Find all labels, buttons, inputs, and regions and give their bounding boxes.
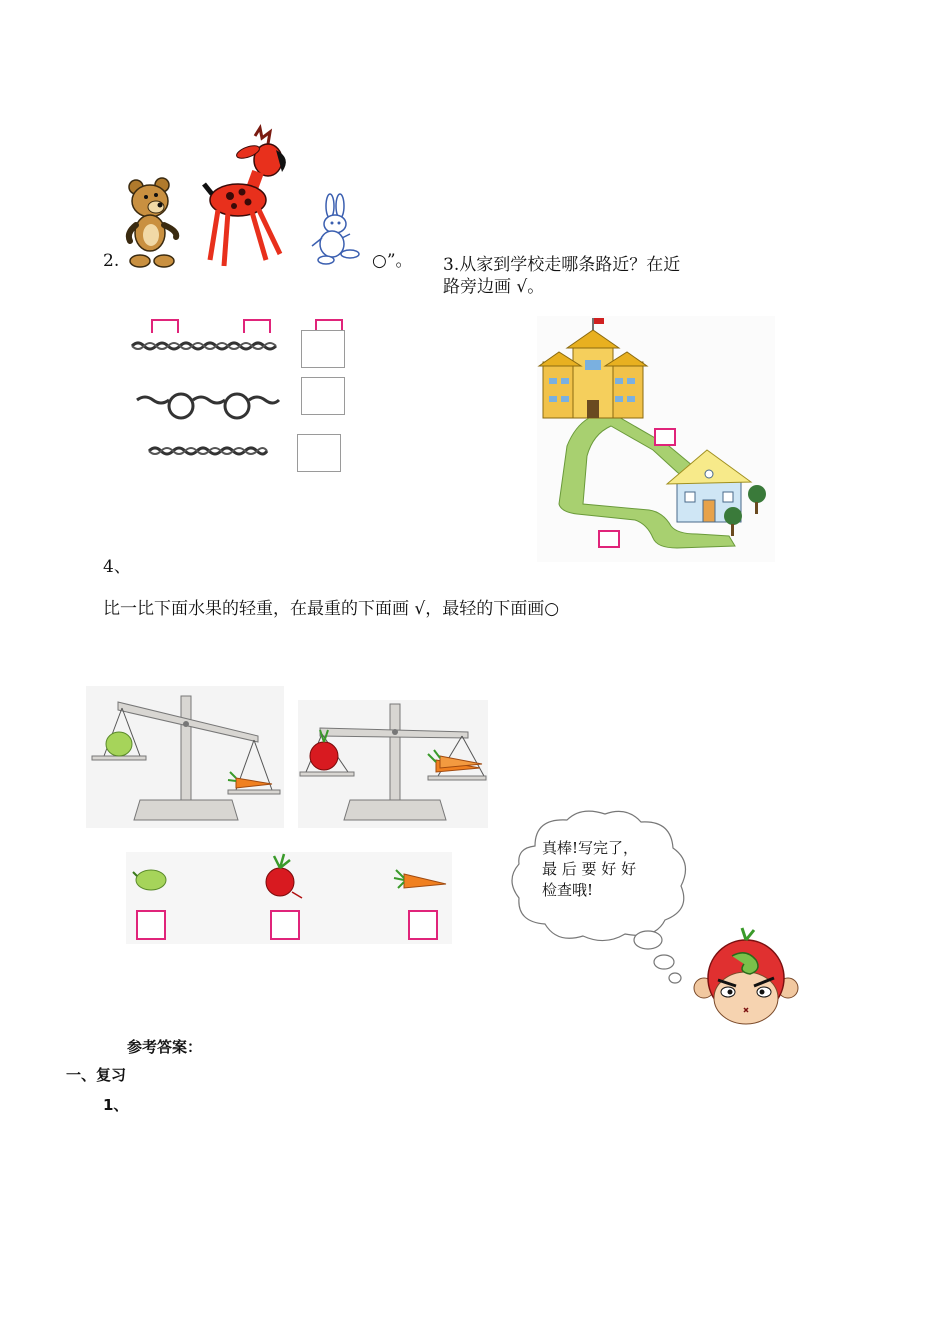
answer-box-rope-1[interactable] <box>301 330 345 368</box>
answer-box-path-upper[interactable] <box>654 428 676 446</box>
answers-item-number: 1、 <box>103 1096 129 1114</box>
carrot-icon <box>394 864 448 892</box>
green-pepper-icon <box>131 866 169 892</box>
answer-box-rope-3[interactable] <box>297 434 341 472</box>
q2-number: 2. <box>103 251 120 271</box>
answers-heading: 参考答案： <box>127 1038 203 1056</box>
q3-line-2: 路旁边画 √。 <box>443 277 545 297</box>
answer-box-radish[interactable] <box>270 910 300 940</box>
balance-scale-2-icon <box>298 700 488 828</box>
rope-3-icon <box>147 443 269 459</box>
deer-icon <box>200 128 295 270</box>
answers-section-title: 一、复习 <box>66 1066 127 1084</box>
q4-number: 4、 <box>103 557 131 577</box>
answer-box-rope-top-2[interactable] <box>243 319 271 333</box>
radish-icon <box>258 852 308 900</box>
balance-scale-1-icon <box>86 686 284 828</box>
rope-1-icon <box>130 338 280 354</box>
bear-icon <box>122 175 184 270</box>
q3-line-1: 3.从家到学校走哪条路近？在近 <box>443 255 681 275</box>
rope-2-icon <box>135 386 280 422</box>
answer-box-rope-2[interactable] <box>301 377 345 415</box>
q2-trailing-text: ○”。 <box>372 251 413 271</box>
q4-instruction: 比一比下面水果的轻重，在最重的下面画 √，最轻的下面画○ <box>103 599 560 619</box>
answer-box-rope-top-1[interactable] <box>151 319 179 333</box>
speech-line-1: 真棒!写完了， <box>542 839 639 857</box>
rabbit-icon <box>306 194 362 268</box>
speech-line-3: 检查哦! <box>542 881 594 899</box>
answer-box-path-lower[interactable] <box>598 530 620 548</box>
speech-line-2: 最 后 要 好 好 <box>542 860 637 878</box>
tomato-character-icon <box>692 926 800 1034</box>
answer-box-pepper[interactable] <box>136 910 166 940</box>
answer-box-carrot[interactable] <box>408 910 438 940</box>
thought-cloud-icon <box>505 806 695 986</box>
